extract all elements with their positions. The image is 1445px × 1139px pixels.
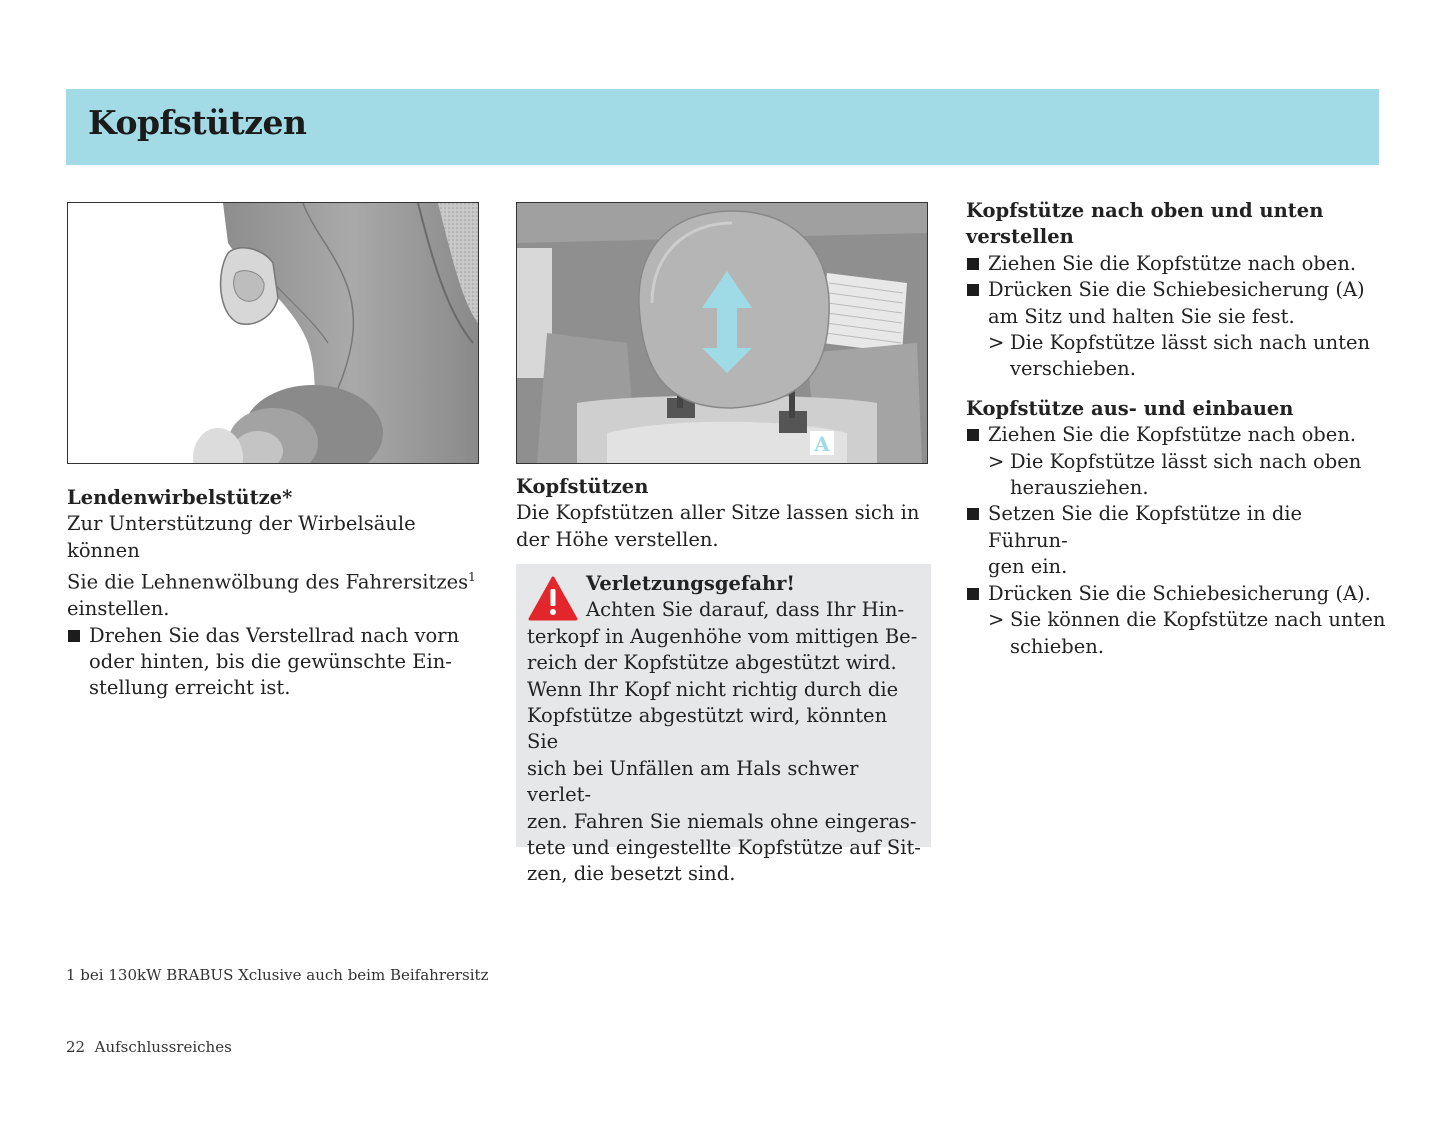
middle-column [516, 474, 936, 553]
instruction-step [966, 501, 1386, 580]
page-title: Kopfstützen [88, 103, 307, 142]
step-line: schieben. [1010, 634, 1105, 658]
headrest-intro-line: Die Kopfstützen aller Sitze lassen sich in [516, 501, 920, 525]
figure-headrest [516, 202, 928, 464]
result-marker: > [988, 449, 1005, 473]
step-line: verschieben. [1010, 357, 1136, 381]
warning-line: terkopf in Augenhöhe vom mittigen Be- [527, 624, 918, 648]
step-line: am Sitz und halten Sie sie fest. [988, 304, 1295, 328]
instruction-step [966, 251, 1386, 277]
result-step [966, 330, 1386, 383]
step-line: Setzen Sie die Kopfstütze in die Führun- [988, 502, 1303, 552]
step-line: Drücken Sie die Schiebesicherung (A) [988, 278, 1365, 302]
left-column [67, 485, 487, 702]
instruction-step [966, 581, 1386, 607]
bullet-square-icon [967, 284, 979, 296]
bullet-square-icon [967, 258, 979, 270]
step-line: Sie können die Kopfstütze nach unten [1010, 608, 1386, 632]
right-column [966, 198, 1386, 660]
warning-line: reich der Kopfstütze abgestützt wird. [527, 651, 897, 675]
result-step [966, 449, 1386, 502]
title-band [66, 89, 1379, 165]
bullet-square-icon [967, 508, 979, 520]
footnote: 1 bei 130kW BRABUS Xclusive auch beim Beifahrersitz [66, 966, 489, 984]
label-a: A [814, 432, 830, 456]
bullet-square-icon [967, 588, 979, 600]
section1-heading: Kopfstütze nach oben und unten [966, 199, 1324, 222]
step-line: Drehen Sie das Verstellrad nach vorn [89, 623, 460, 647]
warning-line: Wenn Ihr Kopf nicht richtig durch die [527, 677, 899, 701]
step-line: gen ein. [988, 555, 1068, 579]
step-line: herausziehen. [1010, 476, 1149, 500]
lumbar-intro-line [67, 564, 487, 596]
warning-line: Achten Sie darauf, dass Ihr Hin- [586, 598, 905, 622]
step-line: stellung erreicht ist. [89, 676, 291, 700]
section2-heading: Kopfstütze aus- und einbauen [966, 396, 1294, 420]
warning-line: tete und eingestellte Kopfstütze auf Sit- [527, 836, 921, 860]
bullet-square-icon [967, 429, 979, 441]
warning-line: zen. Fahren Sie niemals ohne eingeras- [527, 809, 917, 833]
warning-box [516, 564, 931, 886]
warning-title: Verletzungsgefahr! [586, 572, 795, 595]
warning-text [527, 571, 922, 888]
result-marker: > [988, 331, 1005, 355]
figure-lumbar-support [67, 202, 479, 464]
section1-heading: verstellen [966, 225, 1074, 249]
instruction-step [966, 422, 1386, 448]
footer-section: Aufschlussreiches [94, 1038, 232, 1056]
page-footer [66, 1038, 232, 1056]
headrest-intro-line: der Höhe verstellen. [516, 527, 719, 551]
lumbar-intro-line: Zur Unterstützung der Wirbelsäule können [67, 512, 416, 562]
result-step [966, 607, 1386, 660]
bullet-square-icon [68, 630, 80, 642]
lumbar-heading: Lendenwirbelstütze* [67, 486, 293, 509]
headrest-heading: Kopfstützen [516, 475, 649, 498]
warning-line: sich bei Unfällen am Hals schwer verlet- [527, 756, 859, 807]
page-number: 22 [66, 1038, 86, 1056]
footnote-marker: 1 [468, 570, 476, 585]
lumbar-intro-text: Sie die Lehnenwölbung des Fahrersitzes [67, 570, 469, 594]
step-line: Die Kopfstütze lässt sich nach oben [1010, 449, 1362, 473]
warning-line: Kopfstütze abgestützt wird, könnten Sie [527, 704, 888, 754]
warning-line: zen, die besetzt sind. [527, 862, 736, 886]
result-marker: > [988, 608, 1005, 632]
step-line: Ziehen Sie die Kopfstütze nach oben. [988, 423, 1357, 447]
step-line: Die Kopfstütze lässt sich nach unten [1010, 331, 1371, 355]
step-line: oder hinten, bis die gewünschte Ein- [89, 649, 452, 673]
lumbar-intro-line: einstellen. [67, 597, 170, 621]
lumbar-step [67, 623, 487, 702]
step-line: Ziehen Sie die Kopfstütze nach oben. [988, 251, 1357, 275]
step-line: Drücken Sie die Schiebesicherung (A). [988, 581, 1371, 605]
instruction-step [966, 277, 1386, 330]
